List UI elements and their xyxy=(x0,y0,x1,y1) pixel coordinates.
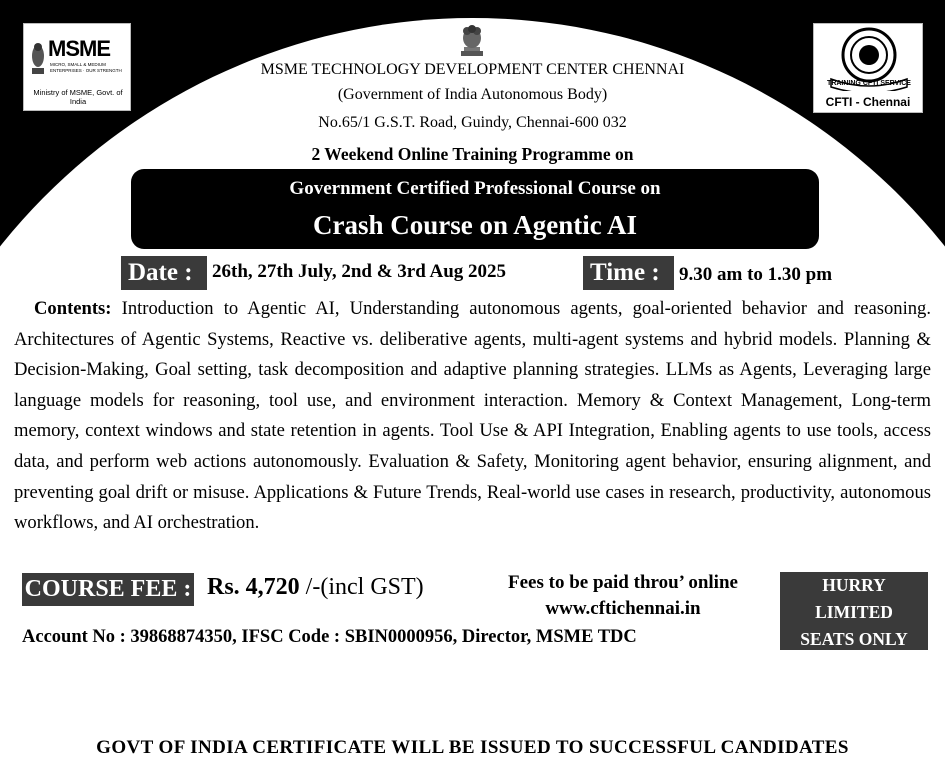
time-label: Time : xyxy=(583,256,674,290)
national-emblem-icon xyxy=(458,24,486,58)
hurry-line2: LIMITED xyxy=(815,602,893,622)
contact-line3: Contact xyxy=(28,705,85,724)
course-contents xyxy=(14,294,931,539)
ashoka-emblem-icon xyxy=(29,38,47,78)
course-title: Crash Course on Agentic AI xyxy=(312,210,637,240)
certificate-banner: GOVT OF INDIA CERTIFICATE WILL BE ISSUED TO SUCCESSFUL CANDIDATES xyxy=(14,733,931,763)
hurry-line3: SEATS ONLY xyxy=(800,629,908,649)
organization-address: No.65/1 G.S.T. Road, Guindy, Chennai-600 032 xyxy=(318,114,627,131)
hurry-line1: HURRY xyxy=(822,575,886,595)
course-fee-amount: Rs. 4,720 xyxy=(207,574,300,600)
contents-label: Contents: xyxy=(34,298,112,319)
payment-note-line2: www.cftichennai.in xyxy=(545,598,701,619)
cfti-logo xyxy=(813,23,923,113)
contents-text: Introduction to Agentic AI, Understanding autonomous agents, goal-oriented behavior and reasoning. Architectures of Agentic Systems, Reactive vs. deliberative agents, multi-agent systems and hybrid models. Planning & Decision-Making, Goal setting, task decomposition and adaptive planning strategies. LLMs as Agents, Leveraging large language models for reasoning, tool use, and environment interaction. Memory & Context Management, Long-term memory, context windows and state retention in agents. Tool Use & API Integration, Enabling agents to use tools, access data, and perform web actions autonomously. Evaluation & Safety, Monitoring agent behavior, ensuring alignment, and preventing goal drift or misuse. Applications & Future Trends, Real-world use cases in research, productivity, autonomous workflows, and AI orchestration. xyxy=(14,298,932,534)
course-title-line1: Government Certified Professional Course on xyxy=(289,178,661,199)
programme-heading: 2 Weekend Online Training Programme on xyxy=(311,144,634,164)
course-title-box xyxy=(131,169,819,249)
organization-name: MSME TECHNOLOGY DEVELOPMENT CENTER CHENNAI xyxy=(260,61,685,78)
msme-logo xyxy=(23,23,131,111)
organization-status: (Government of India Autonomous Body) xyxy=(337,86,608,103)
mobile-numbers: Mob : 82201 03222 / 73051 03222 / 72005 26886 xyxy=(142,652,888,693)
time-value: 9.30 am to 1.30 pm xyxy=(679,264,833,285)
cfti-caption: CFTI - Chennai xyxy=(825,95,911,109)
contact-label xyxy=(14,655,99,727)
contact-line1: For xyxy=(43,657,70,676)
msme-caption: Ministry of MSME, Govt. of India xyxy=(33,88,123,106)
msme-tagline: MICRO, SMALL & MEDIUM ENTERPRISES · OUR STRENGTH xyxy=(50,62,122,73)
date-label: Date : xyxy=(121,256,207,290)
payment-note-line1: Fees to be paid throu’ online xyxy=(508,572,738,593)
date-value: 26th, 27th July, 2nd & 3rd Aug 2025 xyxy=(212,261,507,282)
course-fee-suffix: /-(incl GST) xyxy=(299,574,424,600)
contact-line2: Details xyxy=(32,681,81,700)
cfti-seal-text: TRAINING CFTI SERVICE xyxy=(827,80,911,87)
course-fee-label: COURSE FEE : xyxy=(22,573,194,606)
bank-account-details: Account No : 39868874350, IFSC Code : SBIN0000956, Director, MSME TDC xyxy=(22,627,637,647)
hurry-badge xyxy=(780,572,928,650)
payment-note xyxy=(478,570,768,622)
course-fee-value xyxy=(207,574,424,601)
msme-wordmark: MSME xyxy=(48,36,110,61)
contact-website: Web site : www.cftichennai.in xyxy=(593,702,859,726)
cfti-seal-icon xyxy=(827,27,911,91)
contact-email: Email : msmetdc@cftichennai.in xyxy=(146,702,440,726)
